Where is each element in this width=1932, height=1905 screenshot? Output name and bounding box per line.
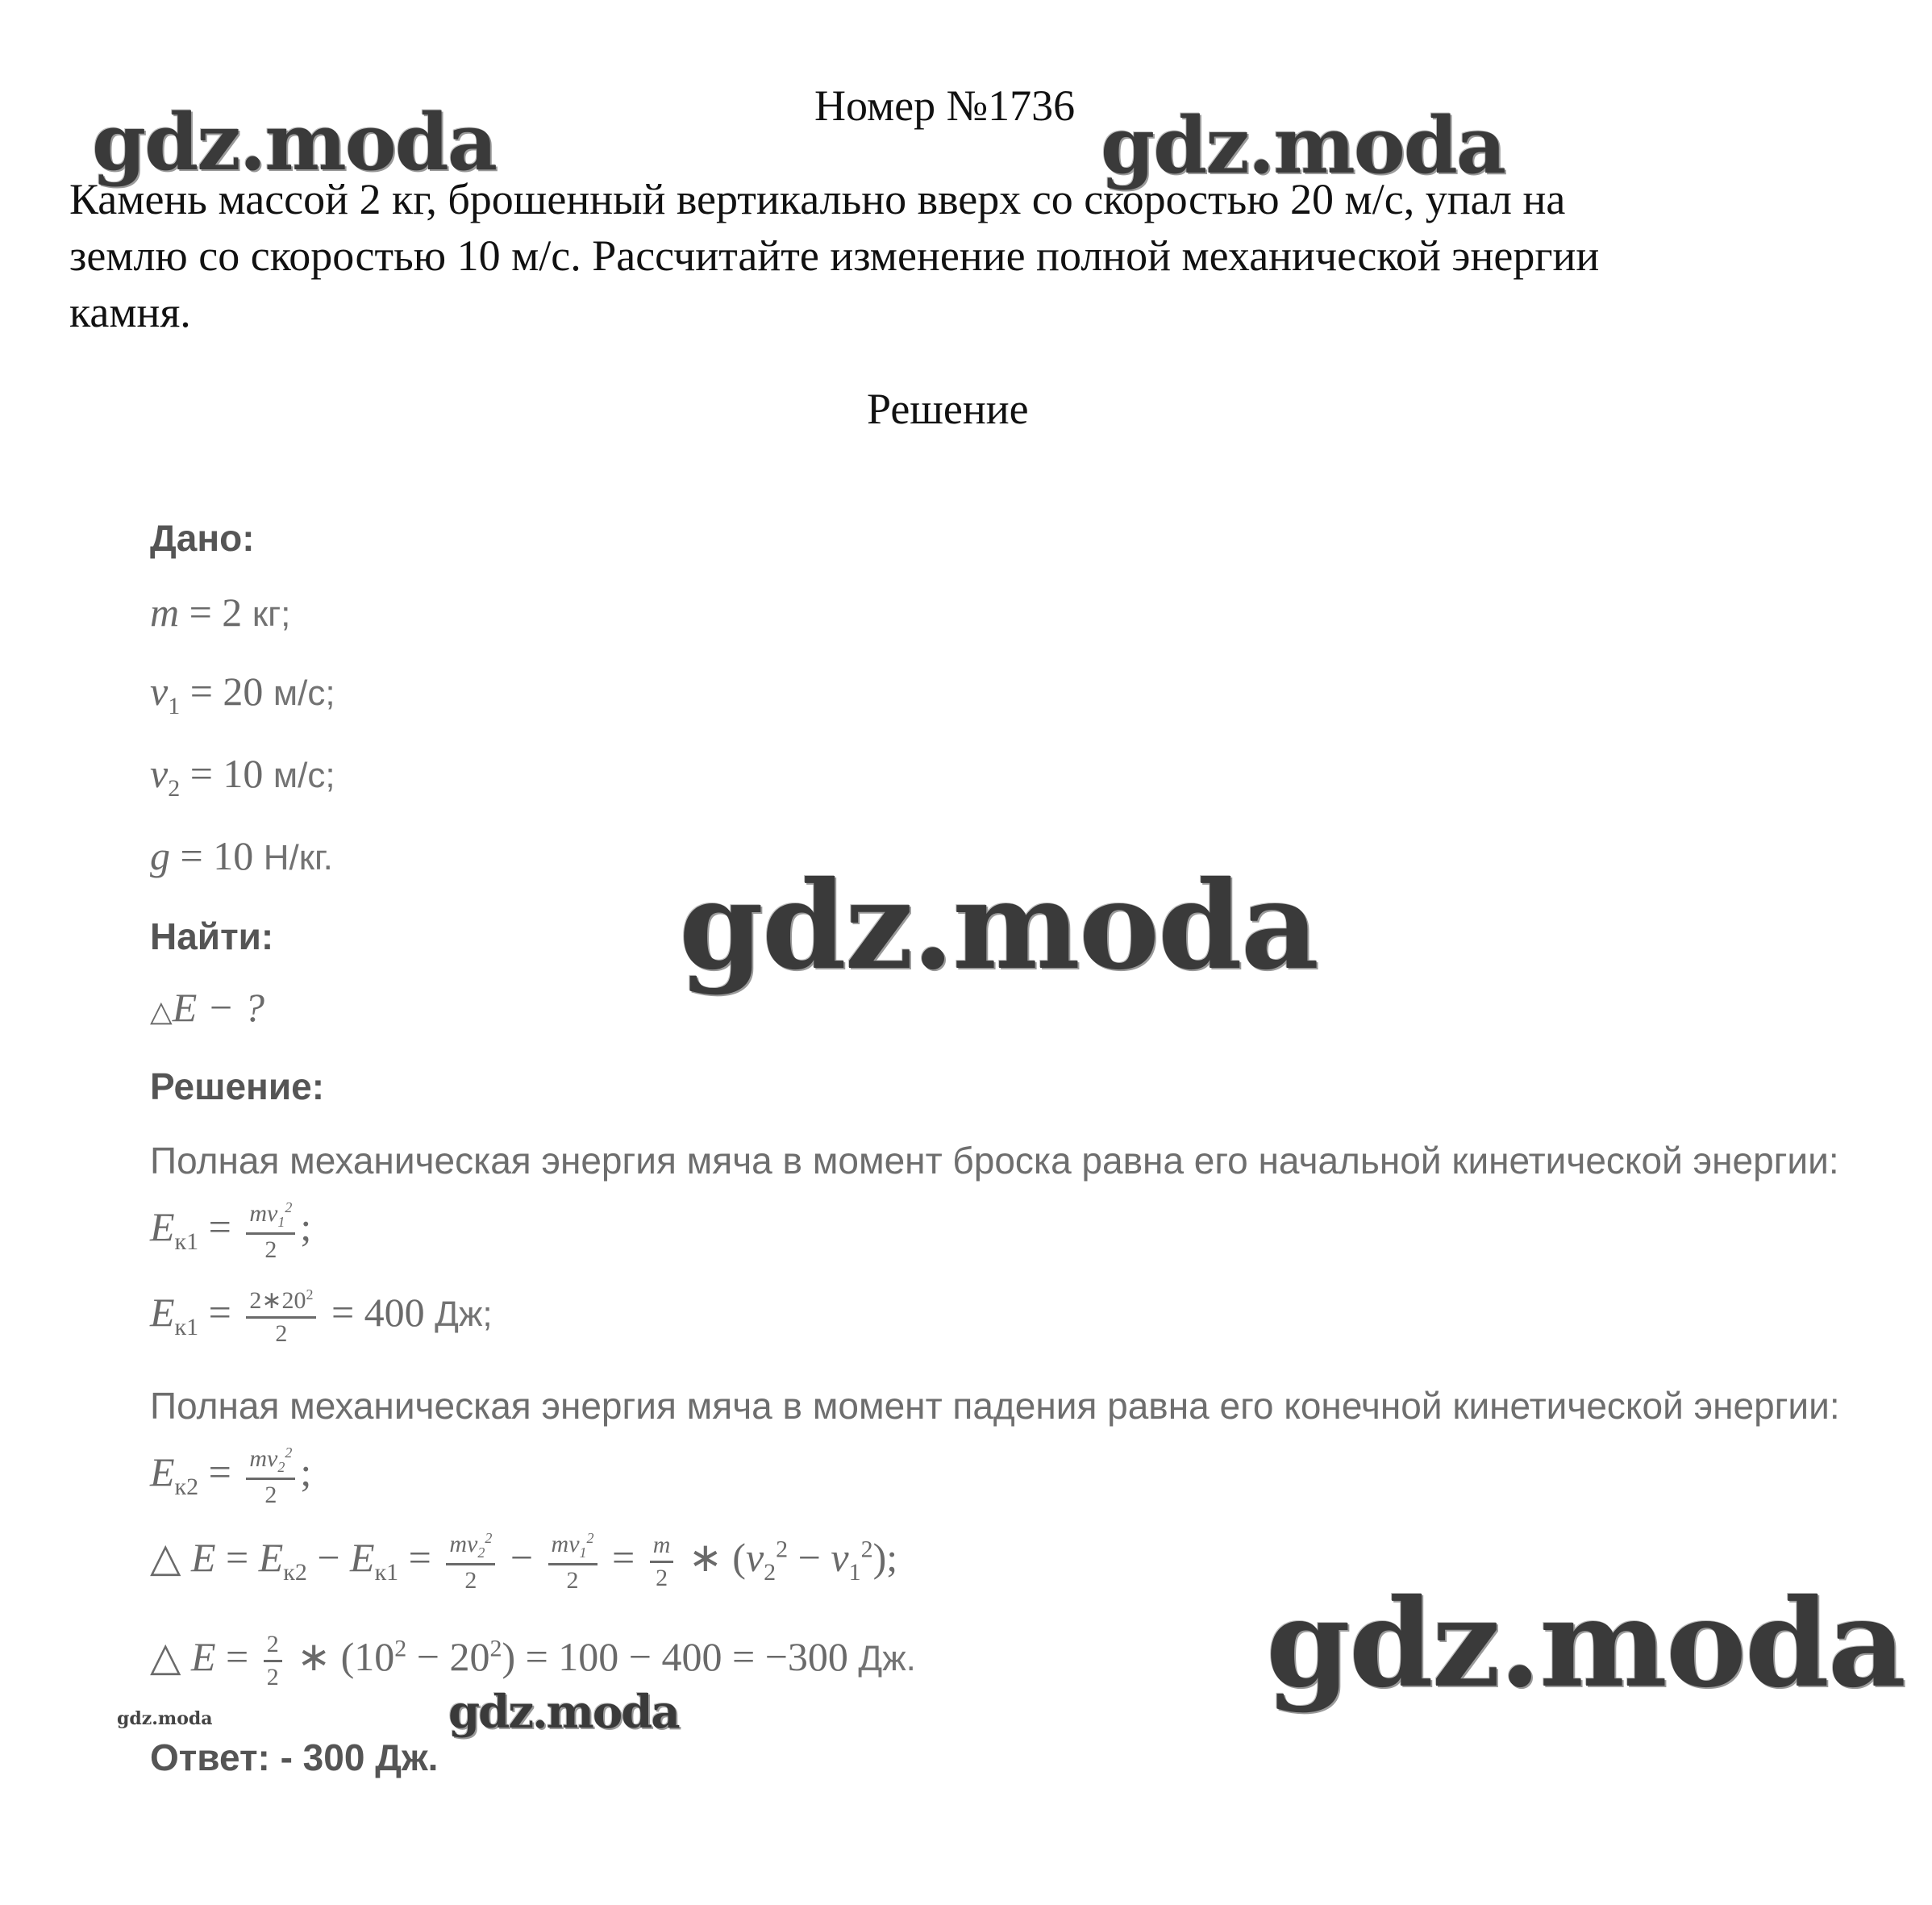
equation-delta-e-value: △ E = $\frac{2}{2}$ ∗ $(10^2 - 20^2) = 100 - 400 = -300$ Дж. bbox=[150, 1631, 916, 1690]
given-g: g = 10 Н/кг. bbox=[150, 833, 333, 878]
watermark-logo: gdz.moda bbox=[679, 855, 1318, 997]
problem-line: Камень массой 2 кг, брошенный вертикально вверх со скоростью 20 м/с, упал на bbox=[69, 175, 1566, 223]
given-v2: $v_2 = 10$ м/с; bbox=[150, 751, 335, 802]
answer: Ответ: - 300 Дж. bbox=[150, 1736, 439, 1778]
watermark-logo: gdz.moda bbox=[92, 97, 497, 188]
solution-label: Решение: bbox=[150, 1065, 325, 1107]
given-label: Дано: bbox=[150, 517, 255, 559]
watermark-logo: gdz.moda bbox=[448, 1686, 679, 1739]
equation-ek2-formula: $E_{к2}$ = $\frac{mv_2^2}{2}$ ; bbox=[150, 1444, 312, 1508]
given-v1: $v_1 = 20$ м/с; bbox=[150, 669, 335, 719]
watermark-logo: gdz.moda bbox=[1266, 1573, 1905, 1715]
problem-statement bbox=[69, 171, 1892, 340]
watermark-logo-small: gdz.moda bbox=[117, 1708, 213, 1729]
solution-text-1: Полная механическая энергия мяча в момент броска равна его начальной кинетической энергии: bbox=[150, 1140, 1839, 1182]
equation-delta-e-formula: △ $E = E_{к2} - E_{к1}$ = $\frac{mv_2^2}{2}$ − $\frac{mv_1^2}{2}$ = $\frac{m}{2}$ ∗ $(v_2^2 - v_1^2)$; bbox=[150, 1530, 898, 1594]
watermark-logo: gdz.moda bbox=[1101, 100, 1505, 191]
equation-ek1-value: $E_{к1}$ = $\frac{2∗20^2}{2}$ = 400 Дж; bbox=[150, 1286, 493, 1347]
find-value: △E − ? bbox=[150, 985, 264, 1030]
problem-line: землю со скоростью 10 м/с. Рассчитайте изменение полной механической энергии bbox=[69, 231, 1600, 280]
solution-text-2: Полная механическая энергия мяча в момент падения равна его конечной кинетической энергии: bbox=[150, 1385, 1840, 1427]
page-title: Номер №1736 bbox=[814, 81, 1076, 130]
equation-ek1-formula: $E_{к1}$ = $\frac{mv_1^2}{2}$ ; bbox=[150, 1199, 312, 1263]
given-mass: m = 2 кг; bbox=[150, 590, 291, 635]
problem-line: камня. bbox=[69, 288, 191, 336]
solution-heading: Решение bbox=[867, 385, 1029, 433]
find-label: Найти: bbox=[150, 915, 274, 957]
